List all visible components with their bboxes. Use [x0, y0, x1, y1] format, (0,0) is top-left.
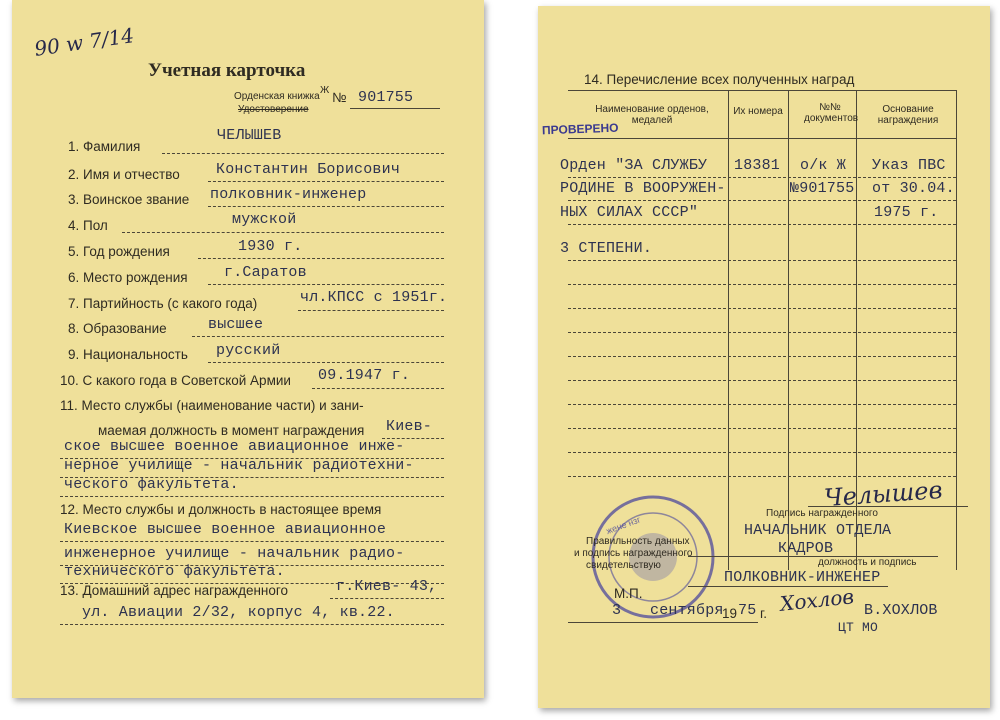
- field-label-name: 2. Имя и отчество: [68, 167, 180, 182]
- field12-value-line1: Киевское высшее военное авиационное: [64, 521, 387, 538]
- date-suffix: г.: [760, 606, 768, 621]
- field-value-army-since: 09.1947 г.: [318, 367, 411, 384]
- recipient-signature: Челышев: [823, 475, 944, 513]
- field-value-surname: ЧЕЛЫШЕВ: [217, 127, 282, 144]
- award-name-line2: РОДИНЕ В ВООРУЖЕН-: [560, 180, 726, 197]
- cert-label: Удостоверение: [238, 104, 309, 115]
- field-label-party: 7. Партийность (с какого года): [68, 296, 258, 311]
- verify-caption-line2: и подпись награжденного: [574, 548, 693, 559]
- official-signature: Хохлов: [778, 584, 856, 616]
- award-name-line3: НЫХ СИЛАХ СССР": [560, 204, 699, 221]
- field11-value-line1: Киев-: [386, 418, 433, 435]
- field12-value-line2: инженерное училище - начальник радио-: [64, 545, 405, 562]
- official-name: В.ХОХЛОВ: [864, 602, 938, 619]
- mp-label: М.П.: [614, 586, 643, 601]
- book-label: Орденская книжка: [234, 91, 320, 102]
- field-label-birth-year: 5. Год рождения: [68, 244, 170, 259]
- field-value-rank: полковник-инженер: [210, 186, 367, 203]
- date-year-prefix: 19: [722, 606, 738, 621]
- corner-note: 90 w 7/14: [32, 23, 136, 61]
- award-basis-line2: от 30.04.: [872, 180, 955, 197]
- field-label-education: 8. Образование: [68, 321, 167, 336]
- office-label: ЦТ МО: [838, 620, 879, 635]
- field-value-education: высшее: [208, 316, 264, 333]
- date-year: 75: [738, 602, 757, 619]
- awards-header: 14. Перечисление всех полученных наград: [584, 72, 855, 87]
- award-doc-line2: №901755: [790, 180, 855, 197]
- verify-caption-line3: свидетельствую: [586, 560, 661, 571]
- field-value-birth-year: 1930 г.: [238, 238, 303, 255]
- field-value-birthplace: г.Саратов: [224, 264, 307, 281]
- col-header-award: Наименование орденов, медалей: [595, 104, 709, 126]
- field12-value-line3: технического факультета.: [64, 563, 285, 580]
- official-rank: ПОЛКОВНИК-ИНЖЕНЕР: [724, 569, 881, 586]
- field11-value-line3: нерное училище - начальник радиотехни-: [64, 457, 414, 474]
- field11-value-line2: ское высшее военное авиационное инже-: [64, 438, 405, 455]
- award-number: 18381: [734, 157, 781, 174]
- field11-value-line4: ческого факультета.: [64, 476, 239, 493]
- position-caption: должность и подпись: [818, 557, 917, 568]
- verified-stamp: ПРОВЕРЕНО: [541, 120, 619, 138]
- card-title: Учетная карточка: [148, 60, 306, 81]
- field-label-army-since: 10. С какого года в Советской Армии: [60, 373, 291, 388]
- field-label-birthplace: 6. Место рождения: [68, 270, 188, 285]
- award-name-line1: Орден "ЗА СЛУЖБУ: [560, 157, 708, 174]
- col-header-basis: Основание награждения: [877, 104, 939, 126]
- field11-label-b: маемая должность в момент награждения: [98, 423, 365, 438]
- field-value-name: Константин Борисович: [216, 161, 401, 178]
- signature-caption: Подпись награжденного: [766, 508, 878, 519]
- field13-value-line2: ул. Авиации 2/32, корпус 4, кв.22.: [82, 604, 395, 621]
- col-header-docs: №№ документов: [804, 102, 859, 124]
- award-basis-line3: 1975 г.: [874, 204, 939, 221]
- stamp-text: жене нзг: [604, 514, 642, 537]
- field-value-sex: мужской: [232, 211, 297, 228]
- field13-label: 13. Домашний адрес награжденного: [60, 583, 289, 598]
- book-no-prefix: №: [332, 90, 347, 105]
- book-number: 901755: [358, 89, 414, 106]
- date-day: 3: [612, 602, 622, 619]
- field12-label: 12. Место службы и должность в настоящее время: [60, 502, 382, 517]
- verify-caption-line1: Правильность данных: [586, 536, 690, 547]
- date-month: сентября: [650, 602, 724, 619]
- field13-value-line1: г.Киев- 43,: [336, 578, 438, 595]
- field-label-nationality: 9. Национальность: [68, 347, 188, 362]
- award-name-line4: 3 СТЕПЕНИ.: [560, 240, 653, 257]
- award-card-front: [12, 0, 484, 698]
- field-label-surname: 1. Фамилия: [68, 139, 141, 154]
- field-value-party: чл.КПСС с 1951г.: [300, 289, 448, 306]
- award-doc-line1: о/к Ж: [800, 157, 847, 174]
- book-mark: Ж: [320, 85, 330, 96]
- field-value-nationality: русский: [216, 342, 281, 359]
- award-card-back: [538, 6, 990, 708]
- official-title-line2: КАДРОВ: [778, 540, 834, 557]
- col-header-number: Их номера: [733, 106, 783, 117]
- field11-label-a: 11. Место службы (наименование части) и зани-: [60, 398, 364, 413]
- field-label-sex: 4. Пол: [68, 218, 108, 233]
- field-label-rank: 3. Воинское звание: [68, 192, 190, 207]
- award-basis-line1: Указ ПВС: [872, 157, 946, 174]
- official-title-line1: НАЧАЛЬНИК ОТДЕЛА: [744, 522, 892, 539]
